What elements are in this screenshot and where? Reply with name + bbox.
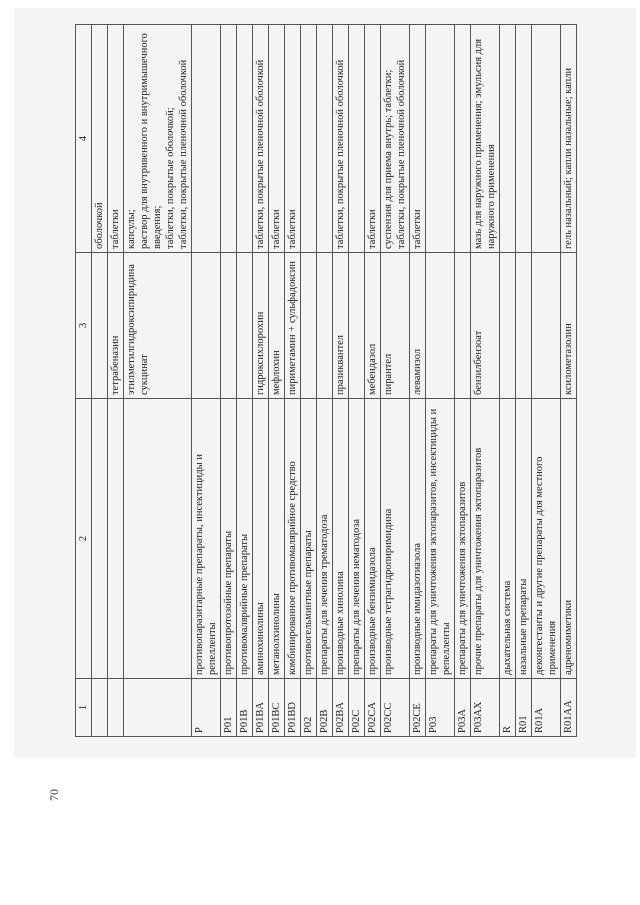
- table-body: [92, 25, 577, 737]
- table-row: [471, 25, 500, 737]
- atc-code-cell: [92, 679, 108, 737]
- drug-name-cell: [237, 253, 253, 399]
- atc-code-cell: R01: [516, 679, 532, 737]
- group-cell: дыхательная система: [500, 399, 516, 679]
- group-cell: метанолхинолины: [269, 399, 285, 679]
- atc-code-cell: P01: [221, 679, 237, 737]
- dosage-form-cell: [301, 25, 317, 253]
- group-cell: противогельминтные препараты: [301, 399, 317, 679]
- table-row: [516, 25, 532, 737]
- drug-name-cell: [221, 253, 237, 399]
- dosage-form-line: таблетки: [412, 209, 423, 249]
- dosage-form-cell: [269, 25, 285, 253]
- drug-name-cell: гидроксихлорохин: [253, 253, 269, 399]
- dosage-form-cell: [317, 25, 333, 253]
- header-col-1: 1: [76, 679, 92, 737]
- table-row: [285, 25, 301, 737]
- drug-name-cell: левамизол: [410, 253, 426, 399]
- dosage-form-cell: [237, 25, 253, 253]
- atc-code-cell: P01BA: [253, 679, 269, 737]
- table-row: [455, 25, 471, 737]
- atc-code-cell: P01BC: [269, 679, 285, 737]
- table-row: [381, 25, 410, 737]
- group-cell: [124, 399, 192, 679]
- dosage-form-cell: [500, 25, 516, 253]
- dosage-form-line: капсулы;: [126, 209, 137, 249]
- atc-code-cell: [124, 679, 192, 737]
- drug-name-cell: празиквантел: [333, 253, 349, 399]
- table-row: [333, 25, 349, 737]
- group-cell: производные тетрагидропиримидина: [381, 399, 410, 679]
- dosage-form-line: таблетки, покрытые пленочной оболочкой: [178, 59, 189, 249]
- dosage-form-cell: [516, 25, 532, 253]
- dosage-form-cell: [455, 25, 471, 253]
- dosage-form-cell: [365, 25, 381, 253]
- atc-code-cell: R01AA: [561, 679, 577, 737]
- dosage-form-cell: [471, 25, 500, 253]
- atc-code-cell: P03A: [455, 679, 471, 737]
- group-cell: производные имидазотиазола: [410, 399, 426, 679]
- atc-code-cell: P01BD: [285, 679, 301, 737]
- table-row: [253, 25, 269, 737]
- atc-code-cell: R01A: [532, 679, 561, 737]
- atc-code-cell: P01B: [237, 679, 253, 737]
- atc-code-cell: P02BA: [333, 679, 349, 737]
- atc-code-cell: R: [500, 679, 516, 737]
- table-row: [365, 25, 381, 737]
- dosage-form-cell: [285, 25, 301, 253]
- dosage-form-line: мазь для наружного применения; эмульсия для наружного применения: [473, 38, 497, 249]
- atc-code-cell: P03AX: [471, 679, 500, 737]
- header-col-2: 2: [76, 399, 92, 679]
- drug-name-cell: [516, 253, 532, 399]
- dosage-form-cell: [221, 25, 237, 253]
- table-row: [349, 25, 365, 737]
- drug-name-cell: [92, 253, 108, 399]
- group-cell: препараты для лечения нематодоза: [349, 399, 365, 679]
- table-row: [532, 25, 561, 737]
- dosage-form-line: раствор для внутривенного и внутримышечного введения;: [139, 33, 163, 249]
- group-cell: производные хинолина: [333, 399, 349, 679]
- group-cell: [108, 399, 124, 679]
- atc-code-cell: [108, 679, 124, 737]
- dosage-form-line: таблетки: [271, 209, 282, 249]
- drug-name-cell: [426, 253, 455, 399]
- drug-name-cell: пириметамин + сульфадоксин: [285, 253, 301, 399]
- drug-name-cell: [500, 253, 516, 399]
- group-cell: адреномиметики: [561, 399, 577, 679]
- dosage-form-cell: [532, 25, 561, 253]
- group-cell: препараты для уничтожения эктопаразитов, инсектициды и репелленты: [426, 399, 455, 679]
- drug-name-cell: [317, 253, 333, 399]
- table-header-row: [76, 25, 92, 737]
- dosage-form-line: таблетки, покрытые пленочной оболочкой: [255, 59, 266, 249]
- drug-name-cell: ксилометазолин: [561, 253, 577, 399]
- dosage-form-line: суспензия для приема внутрь; таблетки;: [383, 69, 394, 249]
- drug-name-cell: бензилбензоат: [471, 253, 500, 399]
- table-row: [108, 25, 124, 737]
- group-cell: комбинированное противомалярийное средство: [285, 399, 301, 679]
- rotated-document: [47, 25, 640, 801]
- dosage-form-line: гель назальный; капли назальные; капли: [563, 67, 574, 249]
- page-number: 70: [47, 789, 61, 801]
- group-cell: деконгестанты и другие препараты для местного применения: [532, 399, 561, 679]
- table-row: [426, 25, 455, 737]
- table-row: [124, 25, 192, 737]
- dosage-form-line: таблетки: [110, 209, 121, 249]
- dosage-form-cell: [349, 25, 365, 253]
- table-row: [269, 25, 285, 737]
- drug-name-cell: мебендазол: [365, 253, 381, 399]
- drug-name-cell: [301, 253, 317, 399]
- dosage-form-cell: [253, 25, 269, 253]
- drug-name-cell: [192, 253, 221, 399]
- dosage-form-cell: [410, 25, 426, 253]
- group-cell: [92, 399, 108, 679]
- drug-table: [75, 24, 577, 737]
- group-cell: назальные препараты: [516, 399, 532, 679]
- dosage-form-line: таблетки, покрытые оболочкой;: [165, 107, 176, 249]
- drug-name-cell: мефлохин: [269, 253, 285, 399]
- group-cell: аминохинолины: [253, 399, 269, 679]
- page-margin: [0, 758, 640, 905]
- atc-code-cell: P02: [301, 679, 317, 737]
- group-cell: препараты для уничтожения эктопаразитов: [455, 399, 471, 679]
- table-row: [561, 25, 577, 737]
- table-row: [500, 25, 516, 737]
- table-row: [301, 25, 317, 737]
- group-cell: прочие препараты для уничтожения эктопаразитов: [471, 399, 500, 679]
- dosage-form-cell: [92, 25, 108, 253]
- table-row: [192, 25, 221, 737]
- drug-name-cell: этилметилгидроксипиридина сукцинат: [124, 253, 192, 399]
- dosage-form-cell: [561, 25, 577, 253]
- dosage-form-cell: [333, 25, 349, 253]
- dosage-form-cell: [124, 25, 192, 253]
- group-cell: препараты для лечения трематодоза: [317, 399, 333, 679]
- drug-name-cell: пирантел: [381, 253, 410, 399]
- dosage-form-line: таблетки: [287, 209, 298, 249]
- dosage-form-cell: [381, 25, 410, 253]
- atc-code-cell: P02C: [349, 679, 365, 737]
- table-row: [317, 25, 333, 737]
- dosage-form-line: таблетки: [367, 209, 378, 249]
- dosage-form-cell: [108, 25, 124, 253]
- table-row: [92, 25, 108, 737]
- atc-code-cell: P02CA: [365, 679, 381, 737]
- table-row: [410, 25, 426, 737]
- dosage-form-line: таблетки, покрытые пленочной оболочкой: [396, 59, 407, 249]
- dosage-form-line: таблетки, покрытые пленочной оболочкой: [335, 59, 346, 249]
- dosage-form-cell: [192, 25, 221, 253]
- drug-name-cell: [455, 253, 471, 399]
- dosage-form-cell: [426, 25, 455, 253]
- group-cell: противопротозойные препараты: [221, 399, 237, 679]
- drug-name-cell: [532, 253, 561, 399]
- atc-code-cell: P: [192, 679, 221, 737]
- header-col-4: 4: [76, 25, 92, 253]
- atc-code-cell: P02CE: [410, 679, 426, 737]
- table-row: [221, 25, 237, 737]
- atc-code-cell: P03: [426, 679, 455, 737]
- group-cell: противопаразитарные препараты, инсектициды и репелленты: [192, 399, 221, 679]
- atc-code-cell: P02CC: [381, 679, 410, 737]
- atc-code-cell: P02B: [317, 679, 333, 737]
- group-cell: противомалярийные препараты: [237, 399, 253, 679]
- dosage-form-line: оболочкой: [94, 202, 105, 249]
- drug-name-cell: тетрабеназин: [108, 253, 124, 399]
- group-cell: производные бензимидазола: [365, 399, 381, 679]
- table-row: [237, 25, 253, 737]
- header-col-3: 3: [76, 253, 92, 399]
- drug-name-cell: [349, 253, 365, 399]
